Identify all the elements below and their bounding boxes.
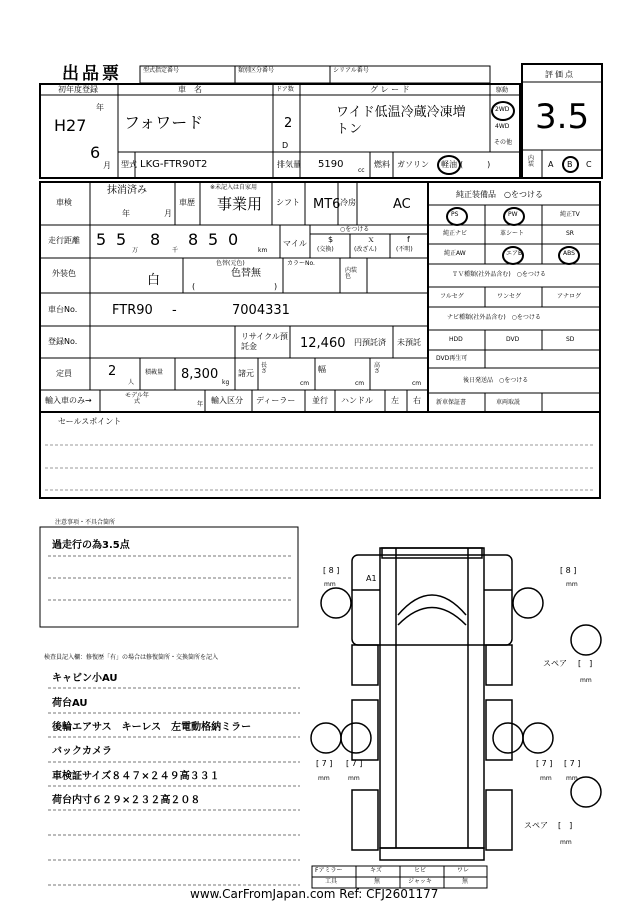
after-manual: 車両取説 xyxy=(496,399,521,406)
legend-scratch: キズ xyxy=(370,867,382,874)
body-label: 車歴 xyxy=(179,198,195,207)
navi-title: ナビ種類(社外品含む) ○をつける xyxy=(447,314,541,321)
equip-navi: 純正ナビ xyxy=(443,230,468,237)
cc-value: 5190 xyxy=(318,159,344,170)
equip-ps-circle xyxy=(446,207,468,226)
dims-label: 諸元 xyxy=(238,369,254,378)
length-label: 長さ xyxy=(261,362,268,375)
mileage-opt1: $ xyxy=(328,235,334,244)
equip-aw: 純正AW xyxy=(444,250,466,257)
ac-value: AC xyxy=(393,197,411,212)
load-label: 積載量 xyxy=(145,369,164,376)
mileage-label: 走行距離 xyxy=(48,236,80,245)
note-line: 荷台内寸６２９×２３２高２０８ xyxy=(52,795,201,806)
doors-value: 2 xyxy=(284,116,293,131)
mileage-km: km xyxy=(258,247,268,254)
capacity-label: 定員 xyxy=(56,369,72,378)
tv-oneseg: ワンセグ xyxy=(497,293,522,300)
spare-rear-bracket: [ ] xyxy=(558,821,573,830)
body-value: 事業用 xyxy=(217,195,263,213)
inspection-status: 抹消済み xyxy=(107,185,147,196)
equip-airbag: エアB xyxy=(506,250,523,257)
interior-b: B xyxy=(567,160,573,169)
after-warranty: 新車保証書 xyxy=(436,399,467,406)
import-label: 輸入車のみ→ xyxy=(45,396,92,405)
handle-label: ハンドル xyxy=(341,396,373,405)
form-title: 出品票 xyxy=(62,64,122,84)
caution-text: 過走行の為3.5点 xyxy=(52,540,130,551)
mileage-digit: 5 xyxy=(116,230,127,249)
score-label: 評価点 xyxy=(545,70,575,79)
tire-front-right: [ 8 ] xyxy=(560,566,577,575)
mileage-digit: 5 xyxy=(208,230,219,249)
first-reg-month: 6 xyxy=(90,143,101,162)
drive-label: 駆動 xyxy=(496,87,509,94)
spare-front-mm: mm xyxy=(580,677,592,684)
height-label: 高さ xyxy=(374,362,381,375)
interior-c: C xyxy=(586,160,592,169)
model-value: LKG-FTR90T2 xyxy=(140,159,208,170)
note-line: 後輪エアサス キーレス 左電動格納ミラー xyxy=(52,722,252,733)
score-value: 3.5 xyxy=(535,97,590,137)
note-line: 荷台AU xyxy=(52,698,88,709)
height-cm: cm xyxy=(412,380,422,387)
tv-fullseg: フルセグ xyxy=(440,293,464,300)
interior-color-label: 内装色 xyxy=(345,267,358,280)
fuel-diesel-circle xyxy=(437,155,461,175)
drive-2wd-circle xyxy=(491,101,515,121)
interior-b-circle xyxy=(562,156,579,173)
tire-rear-4-mm: mm xyxy=(566,775,578,782)
equipment-title: 純正装備品 ○をつける xyxy=(456,190,543,199)
cc-label: 排気量 xyxy=(277,160,301,169)
capacity-unit: 人 xyxy=(128,379,135,386)
fuel-gasoline: ガソリン xyxy=(397,160,429,169)
car-name-label: 車 名 xyxy=(178,85,202,94)
tire-rear-2: [ 7 ] xyxy=(346,759,363,768)
equip-abs: ABS xyxy=(563,250,575,257)
serial-label: シリアル番号 xyxy=(333,67,369,74)
model-year-unit: 年 xyxy=(197,401,204,408)
drive-2wd: 2WD xyxy=(495,106,510,113)
legend-tools-value: 無 xyxy=(374,878,381,885)
model-cert-label: 型式指定番号 xyxy=(143,67,180,74)
handle-left: 左 xyxy=(391,396,399,405)
length-cm: cm xyxy=(300,380,310,387)
width-label: 幅 xyxy=(318,365,326,374)
inspection-year-unit: 年 xyxy=(122,209,130,218)
note-line: 車検証サイズ８４７×２４９高３３１ xyxy=(52,771,220,782)
load-unit: kg xyxy=(222,379,230,386)
color-change-label: 色替(元色) xyxy=(216,260,245,267)
color-no-label: カラーNo. xyxy=(287,260,315,267)
recycle-not-deposited: 未預託 xyxy=(397,338,421,347)
equip-pw: PW xyxy=(508,211,518,218)
legend-jack: ジャッキ xyxy=(408,878,432,885)
import-dealer: ディーラー xyxy=(256,396,296,405)
equip-leather: 革シート xyxy=(500,230,525,237)
legend-break: ワレ xyxy=(457,867,470,874)
note-line: キャビン小AU xyxy=(52,673,118,684)
month-unit: 月 xyxy=(103,161,111,170)
mileage-digit: 5 xyxy=(96,230,107,249)
mileage-opt2: ｘ xyxy=(367,235,375,244)
import-parallel: 並行 xyxy=(312,396,328,405)
caution-label: 注意事項・不具合箇所 xyxy=(52,520,118,526)
chassis-dash: - xyxy=(172,303,177,318)
equip-tv: 純正TV xyxy=(560,211,580,218)
ac-label: 冷房 xyxy=(340,198,356,207)
tire-rear-1: [ 7 ] xyxy=(316,759,333,768)
chassis-number: 7004331 xyxy=(232,303,290,318)
inspection-month-unit: 月 xyxy=(164,209,172,218)
legend-crack: ヒビ xyxy=(414,867,427,874)
navi-dvd: DVD xyxy=(506,336,520,343)
import-type-label: 輸入区分 xyxy=(211,396,243,405)
handle-right: 右 xyxy=(413,396,421,405)
fuel-label: 燃料 xyxy=(374,160,390,169)
tire-rear-1-mm: mm xyxy=(318,775,330,782)
mileage-man: 万 xyxy=(132,247,139,254)
year-unit: 年 xyxy=(96,103,104,112)
interior-a: A xyxy=(548,160,554,169)
color-change-paren-open: ( xyxy=(192,282,196,291)
first-reg-era: H27 xyxy=(54,116,87,135)
chassis-prefix: FTR90 xyxy=(112,303,153,318)
mileage-digit: 0 xyxy=(228,230,239,249)
tire-front-left: [ 8 ] xyxy=(323,566,340,575)
chassis-label: 車台No. xyxy=(48,305,78,314)
inspection-label: 車検 xyxy=(56,198,72,207)
damage-a1: A1 xyxy=(366,574,377,583)
sales-point-label: セールスポイント xyxy=(58,417,122,426)
note-line: バックカメラ xyxy=(52,746,112,757)
legend-mirror: Fアミラー xyxy=(315,867,343,874)
mileage-digit: 8 xyxy=(150,230,161,249)
exterior-color-value: 白 xyxy=(147,273,161,288)
fuel-diesel: 軽油 xyxy=(441,160,457,169)
color-change-value: 色替無 xyxy=(231,268,261,279)
mileage-circle-note: ○をつける xyxy=(340,226,370,233)
mileage-opt3-sub: (不明) xyxy=(396,246,413,253)
drive-other: その他 xyxy=(494,139,513,146)
spare-rear-mm: mm xyxy=(560,839,572,846)
inspector-label: 検査員記入欄：修復歴「有」の場合は修復箇所・交換箇所を記入 xyxy=(44,654,219,661)
spare-front-label: スペア xyxy=(543,659,567,668)
shift-label: シフト xyxy=(276,198,300,207)
interior-label: 内装 xyxy=(528,155,535,168)
exterior-color-label: 外装色 xyxy=(52,269,76,278)
tire-rear-3: [ 7 ] xyxy=(536,759,553,768)
tv-analog: アナログ xyxy=(557,293,582,300)
equip-pw-circle xyxy=(503,207,525,226)
cc-unit: cc xyxy=(358,167,365,174)
mileage-digit: 8 xyxy=(188,230,199,249)
load-value: 8,300 xyxy=(181,367,219,382)
after-title: 後日発送品 ○をつける xyxy=(463,377,529,384)
tire-front-left-mm: mm xyxy=(324,581,336,588)
width-cm: cm xyxy=(355,380,365,387)
mileage-sen: 千 xyxy=(172,247,179,254)
door-sub: D xyxy=(282,141,289,150)
recycle-label: リサイクル預託金 xyxy=(241,332,288,351)
mileage-opt2-sub: (改ざん) xyxy=(354,246,377,253)
registration-label: 登録No. xyxy=(48,337,78,346)
tire-rear-2-mm: mm xyxy=(348,775,360,782)
footer-ref: www.CarFromJapan.com Ref: CFJ2601177 xyxy=(190,887,439,901)
model-label: 型式 xyxy=(121,160,137,169)
equip-sr: SR xyxy=(566,230,574,237)
spare-rear-label: スペア xyxy=(524,821,548,830)
tire-rear-3-mm: mm xyxy=(540,775,552,782)
spare-front-bracket: [ ] xyxy=(578,659,593,668)
tire-front-right-mm: mm xyxy=(566,581,578,588)
recycle-deposited: 円預託済 xyxy=(354,338,386,347)
mileage-opt3: f xyxy=(407,235,410,244)
car-name-value: フォワード xyxy=(124,113,204,132)
tv-title: ＴＶ種類(社外品含む) ○をつける xyxy=(452,271,546,278)
grade-line-2: トン xyxy=(336,122,363,137)
tire-rear-4: [ 7 ] xyxy=(564,759,581,768)
use-note: ※未記入は自家用 xyxy=(210,184,258,191)
color-change-paren-close: ) xyxy=(274,282,278,291)
shift-value: MT6 xyxy=(313,197,341,212)
equip-airbag-circle xyxy=(502,246,524,265)
equip-abs-circle xyxy=(558,246,580,265)
recycle-value: 12,460 xyxy=(300,336,346,351)
navi-hdd: HDD xyxy=(449,336,463,343)
legend-tools: 工具 xyxy=(325,878,338,885)
grade-line-1: ワイド低温冷蔵冷凍増 xyxy=(336,105,466,120)
navi-dvd-play: DVD再生可 xyxy=(436,355,468,362)
equip-ps: PS xyxy=(451,211,459,218)
model-year-label: モデル年式 xyxy=(125,392,149,405)
grade-label: グ レ ー ド xyxy=(370,85,410,94)
doors-label: ドア数 xyxy=(276,86,294,93)
legend-jack-value: 無 xyxy=(462,878,469,885)
mileage-mile: マイル xyxy=(283,239,307,248)
fuel-paren: ( ) xyxy=(460,160,491,169)
mileage-opt1-sub: (交換) xyxy=(317,246,334,253)
capacity-value: 2 xyxy=(108,364,117,379)
navi-sd: SD xyxy=(566,336,575,343)
first-reg-label: 初年度登録 xyxy=(58,85,98,94)
drive-4wd: 4WD xyxy=(495,123,510,130)
category-label: 類別区分番号 xyxy=(238,67,275,74)
